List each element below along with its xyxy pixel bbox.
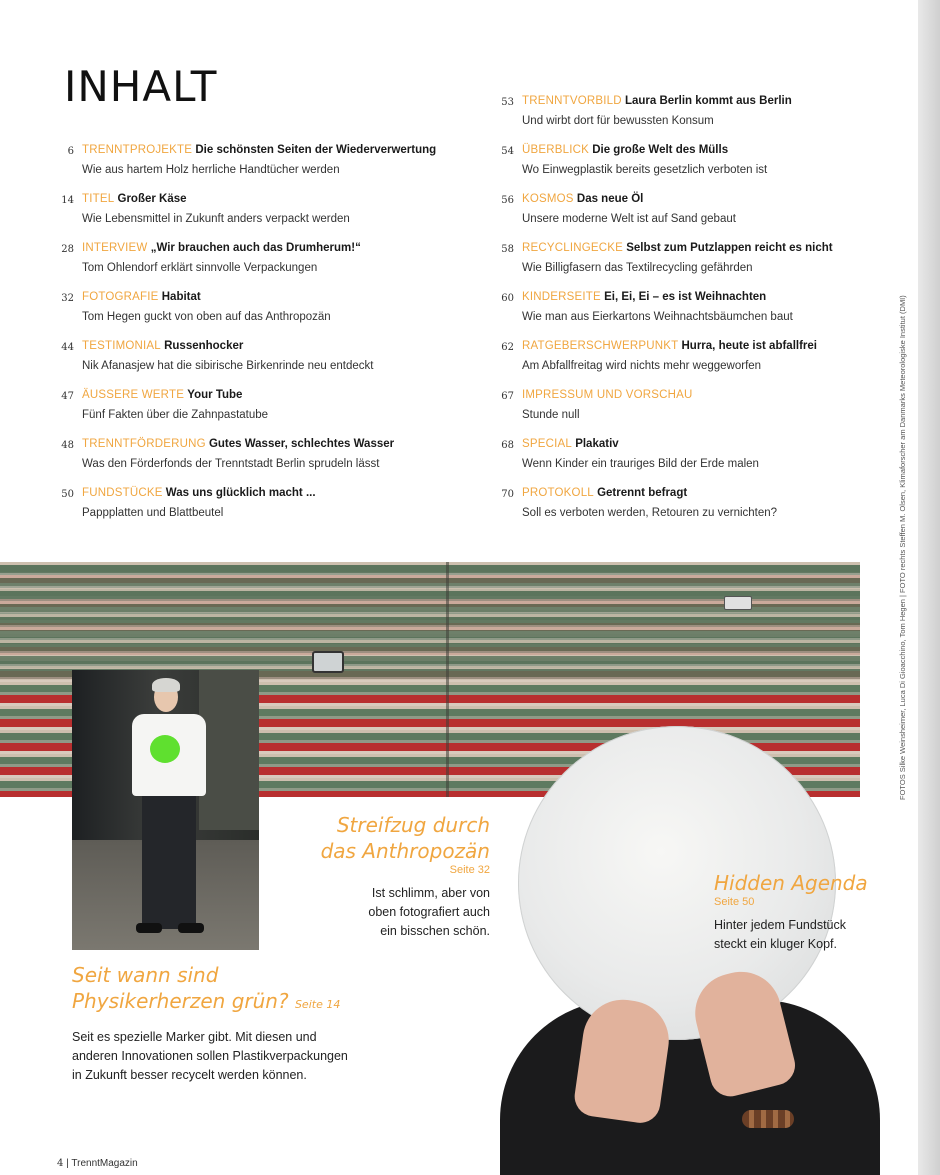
toc-page-number: 50 [61,489,74,500]
toc-heading-line [522,487,687,499]
toc-subtitle: Wie aus hartem Holz herrliche Handtücher werden [82,164,340,176]
toc-page-number: 54 [501,146,514,157]
background-door [199,670,259,830]
page-title: INHALT [64,62,218,111]
toc-page-number: 70 [501,489,514,500]
vehicle [724,596,752,610]
toc-heading-line [522,438,619,450]
toc-subtitle: Nik Afanasjew hat die sibirische Birkenrinde neu entdeckt [82,360,374,372]
toc-heading-line [522,340,817,352]
title-line: Physikerherzen grün? [72,989,289,1013]
physicist-portrait-photo [72,670,259,950]
page-footer [57,1158,138,1169]
bead-bracelet [742,1110,794,1128]
toc-category: INTERVIEW [82,242,148,254]
toc-page-number: 53 [501,97,514,108]
text-line: ein bisschen schön. [380,924,490,938]
toc-category: TRENNTPROJEKTE [82,144,193,156]
feature-physiker-text [72,1028,412,1085]
feature-hidden-agenda [714,870,894,954]
toc-page-number: 58 [501,244,514,255]
green-heart-mark [150,735,180,763]
feature-anthropozaen-text [260,884,490,941]
page-reference: Seite 50 [714,896,755,908]
toc-headline: Selbst zum Putzlappen reicht es nicht [626,242,833,254]
toc-headline: Die große Welt des Mülls [592,144,729,156]
toc-page-number: 48 [61,440,74,451]
toc-heading-line [522,144,728,156]
feature-physiker [72,962,412,1085]
toc-subtitle: Wenn Kinder ein trauriges Bild der Erde malen [522,458,759,470]
page-reference: Seite 32 [449,864,490,876]
title-line: Streifzug durch [336,813,490,837]
toc-category: FOTOGRAFIE [82,291,159,303]
feature-anthropozaen-title [260,812,490,864]
toc-subtitle: Wo Einwegplastik bereits gesetzlich verboten ist [522,164,768,176]
page-edge-shadow [918,0,940,1175]
toc-category: ÄUSSERE WERTE [82,389,185,401]
toc-category: TITEL [82,193,115,205]
toc-heading-line [82,438,394,450]
toc-page-number: 44 [61,342,74,353]
feature-physiker-title [72,962,412,1018]
toc-headline: „Wir brauchen auch das Drumherum!“ [150,242,361,254]
toc-subtitle: Wie Lebensmittel in Zukunft anders verpackt werden [82,213,350,225]
toc-category: RECYCLINGECKE [522,242,624,254]
toc-subtitle: Pappplatten und Blattbeutel [82,507,224,519]
shoe-right [178,923,204,933]
toc-headline: Ei, Ei, Ei – es ist Weihnachten [604,291,767,303]
trousers [142,794,196,929]
footer-page-number: 4 [57,1158,64,1169]
toc-heading-line [82,487,316,499]
toc-heading-line [82,144,436,156]
text-line: Seit es spezielle Marker gibt. Mit diesen und [72,1030,317,1044]
toc-subtitle: Und wirbt dort für bewussten Konsum [522,115,714,127]
toc-headline: Getrennt befragt [597,487,688,499]
toc-category: RATGEBERSCHWERPUNKT [522,340,679,352]
toc-page-number: 28 [61,244,74,255]
field-path [446,562,449,797]
toc-page-number: 32 [61,293,74,304]
toc-category: KOSMOS [522,193,574,205]
feature-anthropozaen [260,812,490,941]
field-rows-upper [0,562,860,680]
shoe-left [136,923,162,933]
toc-headline: Hurra, heute ist abfallfrei [681,340,817,352]
hair [152,678,180,692]
toc-subtitle: Am Abfallfreitag wird nichts mehr weggeworfen [522,360,762,372]
title-line: Seit wann sind [72,963,219,987]
toc-headline: Laura Berlin kommt aus Berlin [624,95,792,107]
toc-page-number: 47 [61,391,74,402]
toc-headline: Das neue Öl [576,193,644,205]
toc-heading-line [82,291,201,303]
text-line: oben fotografiert auch [368,905,490,919]
toc-page-number: 68 [501,440,514,451]
toc-heading-line [82,242,361,254]
toc-category: TESTIMONIAL [82,340,161,352]
page-reference: Seite 14 [294,998,341,1011]
toc-category: PROTOKOLL [522,487,594,499]
text-line: steckt ein kluger Kopf. [714,937,837,951]
footer-magazine: TrenntMagazin [71,1158,138,1169]
title-line: das Anthropozän [320,839,490,863]
text-line: in Zukunft besser recycelt werden können. [72,1068,307,1082]
toc-category: KINDERSEITE [522,291,601,303]
text-line: Ist schlimm, aber von [371,886,490,900]
toc-heading-line [82,193,187,205]
toc-page-number: 56 [501,195,514,206]
toc-headline: Habitat [161,291,201,303]
toc-headline: Was uns glücklich macht ... [165,487,316,499]
toc-category: TRENNTFÖRDERUNG [82,438,206,450]
toc-subtitle: Tom Ohlendorf erklärt sinnvolle Verpackungen [82,262,318,274]
toc-headline: Die schönsten Seiten der Wiederverwertung [195,144,437,156]
toc-heading-line [522,193,643,205]
toc-page-number: 14 [61,195,74,206]
toc-subtitle: Was den Förderfonds der Trenntstadt Berlin sprudeln lässt [82,458,380,470]
feature-hidden-text [714,916,894,954]
toc-heading-line [522,291,766,303]
toc-heading-line [522,242,833,254]
toc-subtitle: Tom Hegen guckt von oben auf das Anthropozän [82,311,331,323]
toc-headline: Gutes Wasser, schlechtes Wasser [208,438,395,450]
photo-credits: FOTOS Silke Weinsheimer, Luca Di Gioacchino, Tom Hegen | FOTO rechts Steffen M. Olsen, Klimaforscher am Danmarks Meteorologiske Institut (DMI) [898,295,907,800]
text-line: Hinter jedem Fundstück [714,918,847,932]
toc-page-number: 62 [501,342,514,353]
toc-subtitle: Unsere moderne Welt ist auf Sand gebaut [522,213,736,225]
toc-subtitle: Wie Billigfasern das Textilrecycling gefährden [522,262,753,274]
toc-page-number: 67 [501,391,514,402]
toc-page-number: 6 [67,146,74,157]
toc-category: IMPRESSUM UND VORSCHAU [522,389,693,401]
feature-hidden-title: Hidden Agenda [714,871,868,895]
toc-heading-line [82,340,243,352]
toc-headline: Plakativ [575,438,619,450]
text-line: anderen Innovationen sollen Plastikverpackungen [72,1049,348,1063]
toc-page-number: 60 [501,293,514,304]
toc-category: ÜBERBLICK [522,144,589,156]
toc-headline: Russenhocker [164,340,244,352]
toc-category: TRENNTVORBILD [522,95,622,107]
toc-headline: Großer Käse [117,193,187,205]
toc-subtitle: Fünf Fakten über die Zahnpastatube [82,409,269,421]
toc-subtitle: Soll es verboten werden, Retouren zu vernichten? [522,507,778,519]
toc-subtitle: Wie man aus Eierkartons Weihnachtsbäumchen baut [522,311,793,323]
toc-heading-line [522,95,792,107]
tractor [312,651,344,673]
toc-category: SPECIAL [522,438,572,450]
toc-heading-line [522,389,693,401]
footer-separator: | [66,1158,69,1169]
toc-headline: Your Tube [187,389,243,401]
toc-heading-line [82,389,242,401]
toc-subtitle: Stunde null [522,409,580,421]
toc-category: FUNDSTÜCKE [82,487,163,499]
